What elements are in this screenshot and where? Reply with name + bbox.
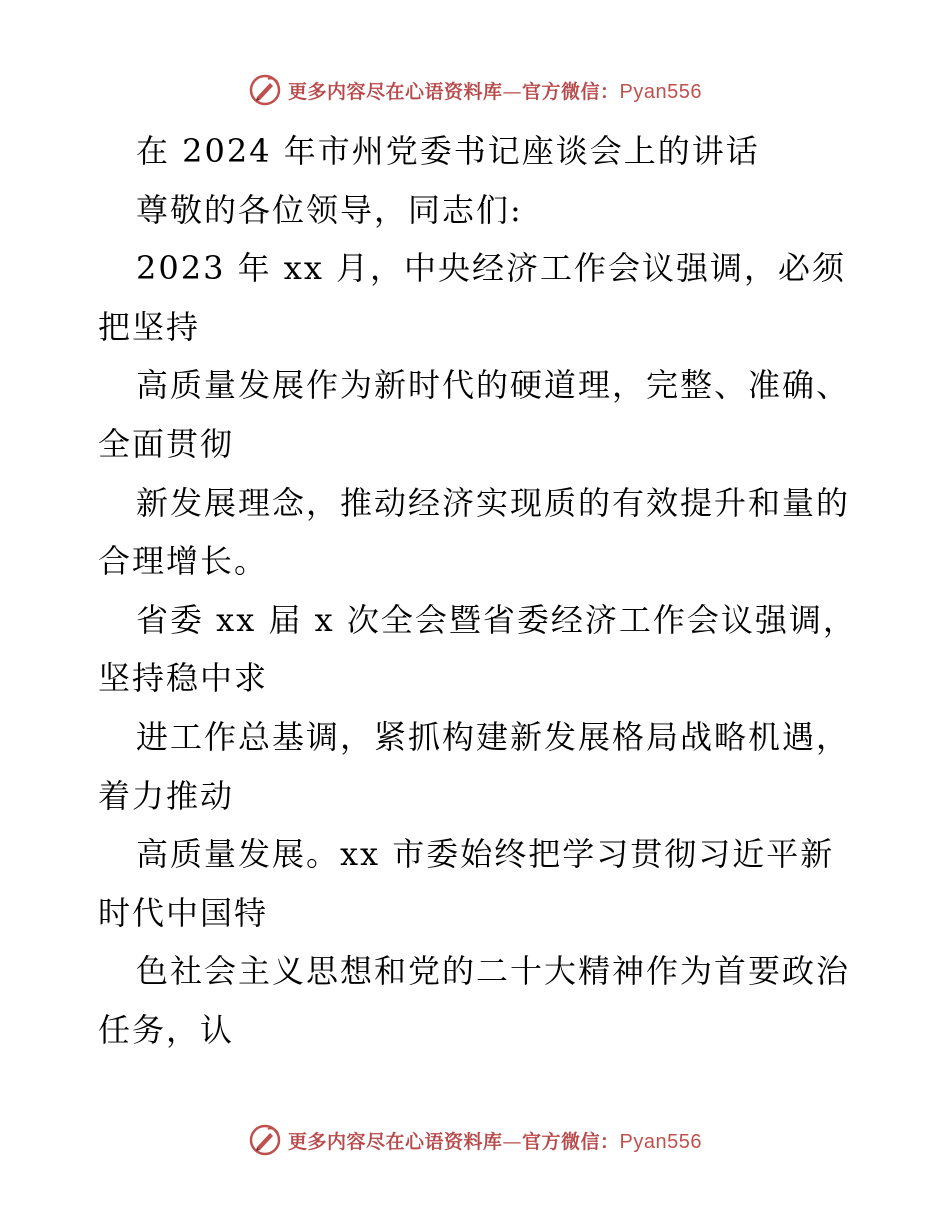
watermark-separator: — bbox=[502, 80, 523, 103]
watermark-text: 更多内容尽在心语资料库 bbox=[288, 1130, 503, 1153]
watermark-footer bbox=[0, 1120, 950, 1160]
text-line: 省委 xx 届 x 次全会暨省委经济工作会议强调， bbox=[136, 600, 857, 639]
text-line: 2023 年 xx 月，中央经济工作会议强调，必须 bbox=[136, 249, 847, 288]
text-line: 时代中国特 bbox=[98, 893, 269, 932]
document-body bbox=[98, 122, 858, 1060]
watermark-account: Pyan556 bbox=[619, 1130, 702, 1153]
watermark-header bbox=[0, 70, 950, 110]
watermark-label: 官方微信： bbox=[522, 1130, 620, 1153]
text-line: 坚持稳中求 bbox=[98, 659, 269, 698]
text-line: 任务，认 bbox=[98, 1010, 235, 1049]
text-line: 全面贯彻 bbox=[98, 424, 235, 463]
watermark-separator: — bbox=[502, 1130, 523, 1153]
text-line: 着力推动 bbox=[98, 776, 235, 815]
text-line: 新发展理念，推动经济实现质的有效提升和量的 bbox=[136, 483, 851, 522]
text-line: 高质量发展。xx 市委始终把学习贯彻习近平新 bbox=[136, 835, 835, 874]
watermark-account: Pyan556 bbox=[619, 80, 702, 103]
text-line: 把坚持 bbox=[98, 307, 201, 346]
text-line: 合理增长。 bbox=[98, 542, 269, 581]
text-line: 色社会主义思想和党的二十大精神作为首要政治 bbox=[136, 952, 851, 991]
pen-logo-icon bbox=[248, 1123, 282, 1157]
text-line: 在 2024 年市州党委书记座谈会上的讲话 bbox=[136, 132, 760, 170]
text-line: 高质量发展作为新时代的硬道理，完整、准确、 bbox=[136, 366, 851, 405]
pen-logo-icon bbox=[248, 73, 282, 107]
watermark-label: 官方微信： bbox=[522, 80, 620, 103]
text-line: 进工作总基调，紧抓构建新发展格局战略机遇， bbox=[136, 717, 851, 756]
watermark-text: 更多内容尽在心语资料库 bbox=[288, 80, 503, 103]
text-line: 尊敬的各位领导，同志们: bbox=[136, 190, 523, 229]
